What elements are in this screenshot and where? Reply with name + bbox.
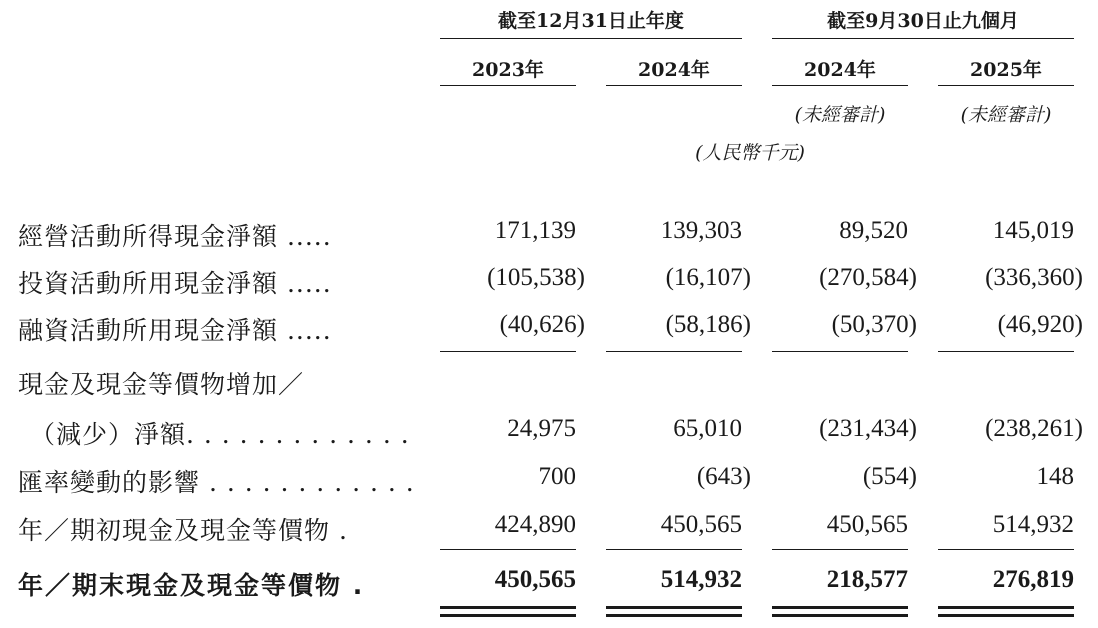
header-nine-months: 截至9月30日止九個月 bbox=[827, 10, 1019, 32]
total-rule-1 bbox=[440, 549, 576, 550]
value-investing-2025-9m: (336,360) bbox=[985, 264, 1083, 291]
value-net-change-2024: 65,010 bbox=[673, 415, 742, 442]
row-label-net-change-line2: （減少）淨額. . . . . . . . . . . . . bbox=[30, 420, 410, 449]
year-header-2024-9m: 2024年 bbox=[804, 59, 876, 81]
value-fx-2025-9m: 148 bbox=[1036, 463, 1074, 490]
year-header-2025-9m: 2025年 bbox=[970, 59, 1042, 81]
subtotal-rule-1 bbox=[440, 351, 576, 352]
double-rule-bottom-2 bbox=[606, 614, 742, 617]
double-rule-top-3 bbox=[772, 606, 908, 609]
total-rule-2 bbox=[606, 549, 742, 550]
row-label-closing-cash: 年／期末現金及現金等價物 . bbox=[18, 571, 365, 600]
double-rule-top-4 bbox=[938, 606, 1074, 609]
year-rule-1 bbox=[440, 85, 576, 86]
year-rule-2 bbox=[606, 85, 742, 86]
row-label-financing: 融資活動所用現金淨額 ..... bbox=[18, 316, 332, 345]
unaudited-note-2025: (未經審計) bbox=[960, 104, 1052, 126]
value-operating-2025-9m: 145,019 bbox=[992, 217, 1074, 244]
double-rule-bottom-1 bbox=[440, 614, 576, 617]
total-rule-4 bbox=[938, 549, 1074, 550]
value-investing-2024: (16,107) bbox=[665, 264, 751, 291]
unit-note: (人民幣千元) bbox=[695, 142, 805, 164]
year-header-2023: 2023年 bbox=[472, 59, 544, 81]
value-operating-2024-9m: 89,520 bbox=[839, 217, 908, 244]
subtotal-rule-2 bbox=[606, 351, 742, 352]
value-financing-2023: (40,626) bbox=[499, 311, 585, 338]
subtotal-rule-4 bbox=[938, 351, 1074, 352]
value-opening-2024: 450,565 bbox=[660, 511, 742, 538]
double-rule-top-1 bbox=[440, 606, 576, 609]
header-year-ended: 截至12月31日止年度 bbox=[498, 10, 684, 32]
value-closing-2024-9m: 218,577 bbox=[826, 566, 908, 593]
total-rule-3 bbox=[772, 549, 908, 550]
subtotal-rule-3 bbox=[772, 351, 908, 352]
value-investing-2023: (105,538) bbox=[487, 264, 585, 291]
value-opening-2023: 424,890 bbox=[494, 511, 576, 538]
value-fx-2024: (643) bbox=[696, 463, 751, 490]
value-financing-2025-9m: (46,920) bbox=[997, 311, 1083, 338]
year-rule-4 bbox=[938, 85, 1074, 86]
header-rule-nine-months bbox=[772, 38, 1074, 39]
value-operating-2024: 139,303 bbox=[660, 217, 742, 244]
value-financing-2024-9m: (50,370) bbox=[831, 311, 917, 338]
value-fx-2024-9m: (554) bbox=[862, 463, 917, 490]
unaudited-note-2024: (未經審計) bbox=[794, 104, 886, 126]
header-rule-year-ended bbox=[440, 38, 742, 39]
row-label-operating: 經營活動所得現金淨額 ..... bbox=[18, 222, 332, 251]
value-closing-2025-9m: 276,819 bbox=[992, 566, 1074, 593]
value-closing-2024: 514,932 bbox=[660, 566, 742, 593]
row-label-investing: 投資活動所用現金淨額 ..... bbox=[18, 269, 332, 298]
double-rule-bottom-4 bbox=[938, 614, 1074, 617]
value-net-change-2024-9m: (231,434) bbox=[819, 415, 917, 442]
value-net-change-2023: 24,975 bbox=[507, 415, 576, 442]
double-rule-bottom-3 bbox=[772, 614, 908, 617]
double-rule-top-2 bbox=[606, 606, 742, 609]
year-header-2024: 2024年 bbox=[638, 59, 710, 81]
value-net-change-2025-9m: (238,261) bbox=[985, 415, 1083, 442]
value-opening-2024-9m: 450,565 bbox=[826, 511, 908, 538]
row-label-net-change-line1: 現金及現金等價物增加／ bbox=[18, 370, 305, 399]
row-label-fx-effect: 匯率變動的影響 . . . . . . . . . . . . bbox=[18, 468, 415, 497]
value-investing-2024-9m: (270,584) bbox=[819, 264, 917, 291]
value-operating-2023: 171,139 bbox=[494, 217, 576, 244]
year-rule-3 bbox=[772, 85, 908, 86]
row-label-opening-cash: 年／期初現金及現金等價物 . bbox=[18, 516, 348, 545]
value-fx-2023: 700 bbox=[538, 463, 576, 490]
value-closing-2023: 450,565 bbox=[494, 566, 576, 593]
value-financing-2024: (58,186) bbox=[665, 311, 751, 338]
value-opening-2025-9m: 514,932 bbox=[992, 511, 1074, 538]
